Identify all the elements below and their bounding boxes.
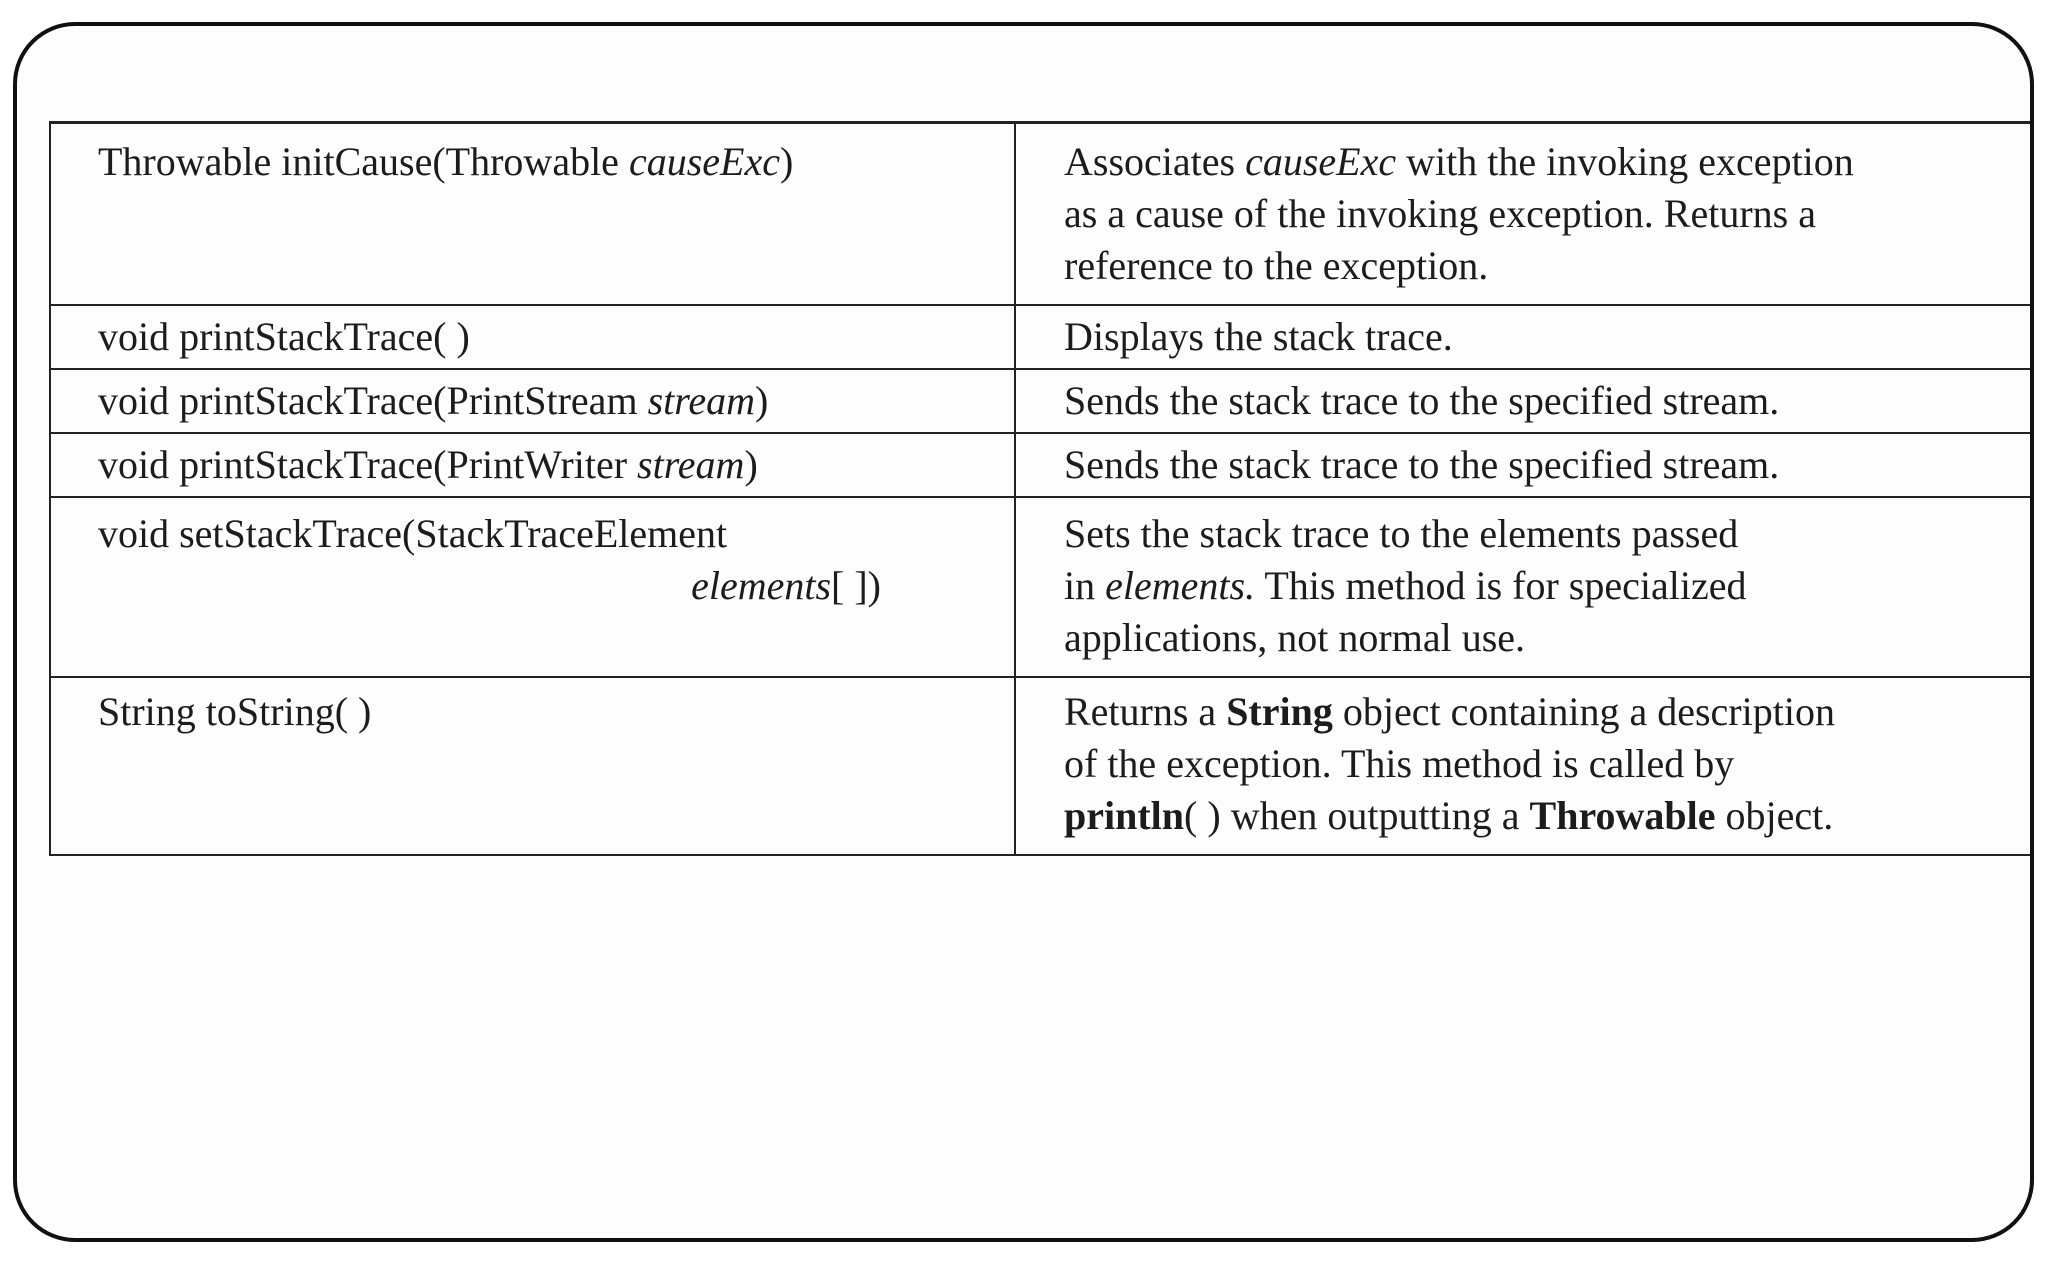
description-cell: Sends the stack trace to the specified stream. <box>1015 433 2032 497</box>
param-name: causeExc <box>1245 139 1397 184</box>
param-name: elements. <box>1105 563 1256 608</box>
table-row <box>50 497 2032 677</box>
table-row <box>50 433 2032 497</box>
description-cell: Returns a String object containing a description of the exception. This method is called by println( ) when outputting a Throwable object. <box>1015 677 2032 855</box>
method-cell: String toString( ) <box>50 677 1015 855</box>
param-name: causeExc <box>628 139 780 184</box>
method-name: println <box>1064 793 1185 838</box>
table-row <box>50 369 2032 433</box>
description-cell: Sends the stack trace to the specified stream. <box>1015 369 2032 433</box>
description-cell: Displays the stack trace. <box>1015 305 2032 369</box>
class-name: String <box>1226 689 1333 734</box>
class-name: Throwable <box>1529 793 1716 838</box>
param-name: stream <box>647 378 755 423</box>
description-cell: Associates causeExc with the invoking exception as a cause of the invoking exception. Returns a reference to the exception. <box>1015 123 2032 306</box>
param-name: elements <box>691 563 832 608</box>
table-row <box>50 677 2032 855</box>
slide-frame <box>13 22 2034 1242</box>
method-cell: void printStackTrace( ) <box>50 305 1015 369</box>
method-cell: void setStackTrace(StackTraceElement elements[ ]) <box>50 497 1015 677</box>
method-cell: void printStackTrace(PrintWriter stream) <box>50 433 1015 497</box>
throwable-methods-table <box>49 121 2033 856</box>
table-row <box>50 305 2032 369</box>
description-cell: Sets the stack trace to the elements passed in elements. This method is for specialized applications, not normal use. <box>1015 497 2032 677</box>
param-name: stream <box>637 442 745 487</box>
table-row <box>50 123 2032 306</box>
method-cell: Throwable initCause(Throwable causeExc) <box>50 123 1015 306</box>
method-cell: void printStackTrace(PrintStream stream) <box>50 369 1015 433</box>
